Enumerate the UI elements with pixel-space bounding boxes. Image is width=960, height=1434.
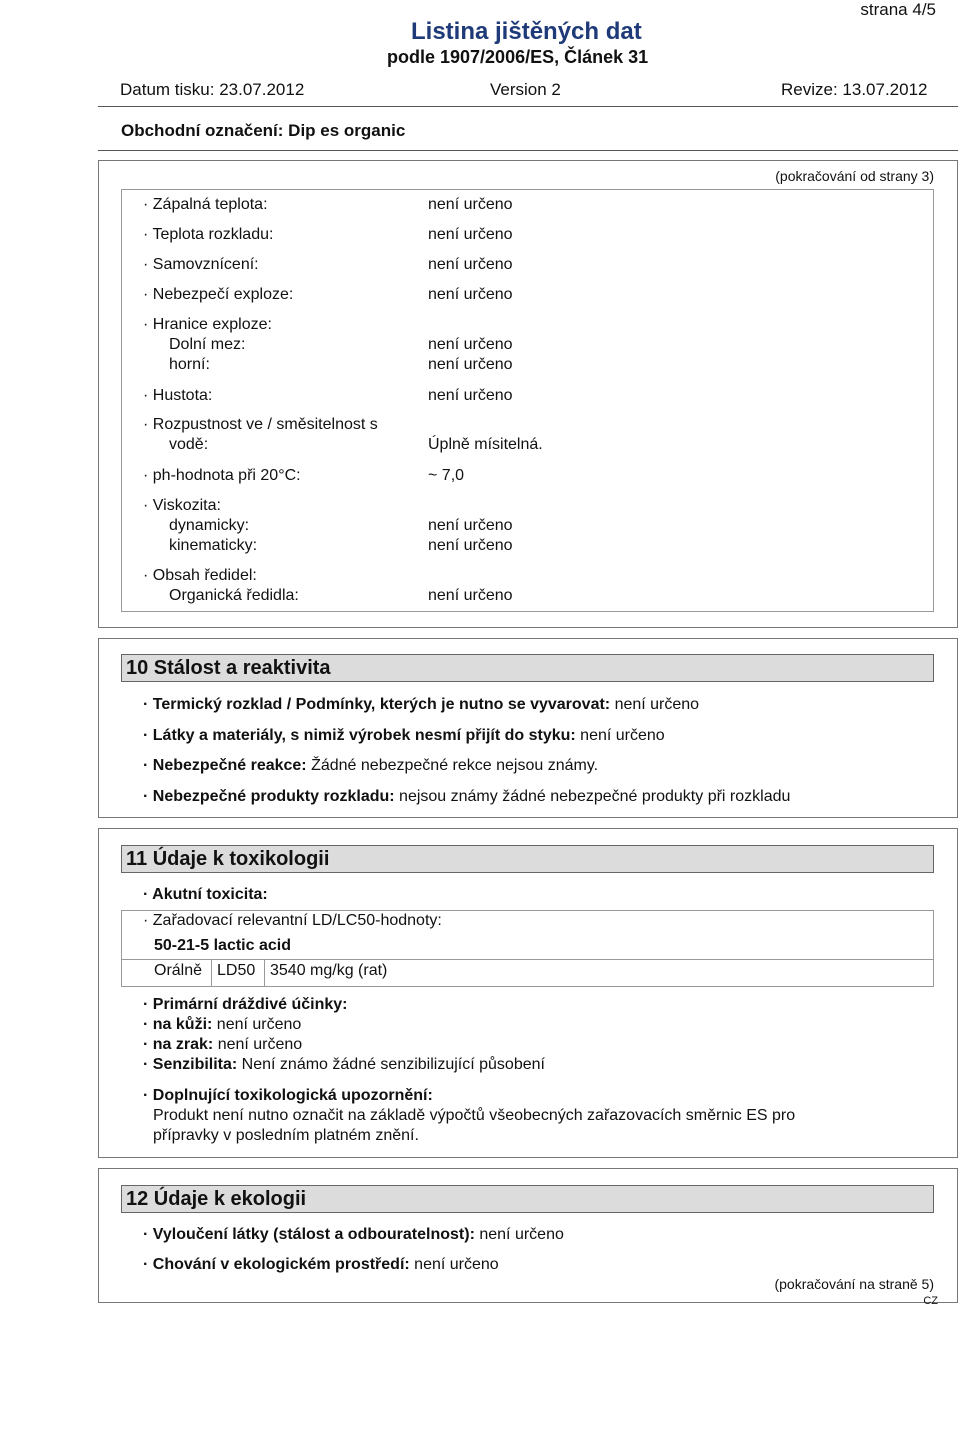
language-code: CZ [923,1295,938,1307]
solvent-label: · Obsah ředidel: [143,567,257,584]
skin-label: · na kůži: [143,1016,213,1033]
explosion-limits-label: · Hranice exploze: [143,316,272,333]
water-value: Úplně mísitelná. [428,436,543,453]
ignition-label: · Zápalná teplota: [143,196,268,213]
sensitization-row [143,1056,545,1074]
additional-info-line1: Produkt není nutno označit na základě výpočtů všeobecných zařazovacích směrnic ES pro [153,1107,796,1124]
page-number: strana 4/5 [860,0,936,19]
density-label: · Hustota: [143,387,213,404]
upper-limit-label: horní: [169,356,210,373]
reactions-value: Žádné nebezpečné rekce nejsou známy. [306,757,599,774]
explosion-label: · Nebezpečí exploze: [143,286,294,303]
behaviour-value: není určeno [409,1256,499,1273]
eye-row [143,1036,302,1054]
products-label: · Nebezpečné produkty rozkladu: [143,788,395,805]
lower-limit-label: Dolní mez: [169,336,246,353]
dangerous-reactions [143,757,598,775]
section12-heading: 12 Údaje k ekologii [121,1185,934,1213]
lower-limit-value: není určeno [428,336,513,353]
dynamic-label: dynamicky: [169,517,250,534]
eye-label: · na zrak: [143,1036,214,1053]
behaviour-label: · Chování v ekologickém prostředí: [143,1256,410,1273]
density-value: není určeno [428,387,513,404]
thermal-label: · Termický rozklad / Podmínky, kterých je nutno se vyvarovat: [143,696,611,713]
reactions-label: · Nebezpečné reakce: [143,757,307,774]
water-label: vodě: [169,436,209,453]
organic-solvent-label: Organická ředidla: [169,587,299,604]
products-value: nejsou známy žádné nebezpečné produkty při rozkladu [394,788,791,805]
materials-label: · Látky a materiály, s nimiž výrobek nesmí přijít do styku: [143,727,576,744]
document-subtitle: podle 1907/2006/ES, Článek 31 [387,47,649,67]
thermal-decomposition [143,696,699,714]
elimination-value: není určeno [474,1226,564,1243]
cell-divider-2 [264,959,265,986]
upper-limit-value: není určeno [428,356,513,373]
section11-heading: 11 Údaje k toxikologii [121,845,934,873]
skin-row [143,1016,301,1034]
additional-info-label: · Doplnující toxikologická upozornění: [143,1087,433,1104]
ld-heading: · Zařadovací relevantní LD/LC50-hodnoty: [143,912,442,929]
thermal-value: není určeno [610,696,700,713]
kinematic-value: není určeno [428,537,513,554]
decomposition-value: není určeno [428,226,513,243]
decomposition-label: · Teplota rozkladu: [143,226,274,243]
trade-name-rule [98,150,958,151]
primary-irritation-label: · Primární dráždivé účinky: [143,996,348,1013]
route-cell: Orálně [154,962,203,979]
behaviour-row [143,1256,499,1274]
ph-label: · ph-hodnota při 20°C: [143,467,301,484]
kinematic-label: kinematicky: [169,537,258,554]
viscosity-label: · Viskozita: [143,497,221,514]
continued-to: (pokračování na straně 5) [774,1276,934,1292]
continued-from: (pokračování od strany 3) [775,168,934,184]
document-title: Listina jištěných dat [411,18,642,45]
measure-cell: LD50 [217,962,256,979]
dynamic-value: není určeno [428,517,513,534]
eye-value: není určeno [213,1036,303,1053]
decomposition-products [143,788,790,806]
additional-info-line2: přípravky v posledním platném znění. [153,1127,419,1144]
incompatible-materials [143,727,665,745]
value-cell: 3540 mg/kg (rat) [270,962,388,979]
ignition-value: není určeno [428,196,513,213]
explosion-value: není určeno [428,286,513,303]
acute-toxicity-label: · Akutní toxicita: [143,886,268,903]
header-rule [98,106,958,107]
revision-date: Revize: 13.07.2012 [781,80,928,99]
materials-value: není určeno [575,727,665,744]
selfignition-value: není určeno [428,256,513,273]
cell-divider-1 [211,959,212,986]
organic-solvent-value: není určeno [428,587,513,604]
elimination-row [143,1226,564,1244]
solubility-label: · Rozpustnost ve / směsitelnost s [143,416,378,433]
sensitization-value: Není známo žádné senzibilizující působení [237,1056,545,1073]
elimination-label: · Vyloučení látky (stálost a odbouratelnost): [143,1226,475,1243]
section10-heading: 10 Stálost a reaktivita [121,654,934,682]
version: Version 2 [490,80,561,99]
selfignition-label: · Samovznícení: [143,256,259,273]
substance-name: 50-21-5 lactic acid [154,937,291,954]
sensitization-label: · Senzibilita: [143,1056,238,1073]
trade-name: Obchodní označení: Dip es organic [121,121,406,140]
skin-value: není určeno [212,1016,302,1033]
ph-value: ~ 7,0 [428,467,465,484]
print-date: Datum tisku: 23.07.2012 [120,80,305,99]
